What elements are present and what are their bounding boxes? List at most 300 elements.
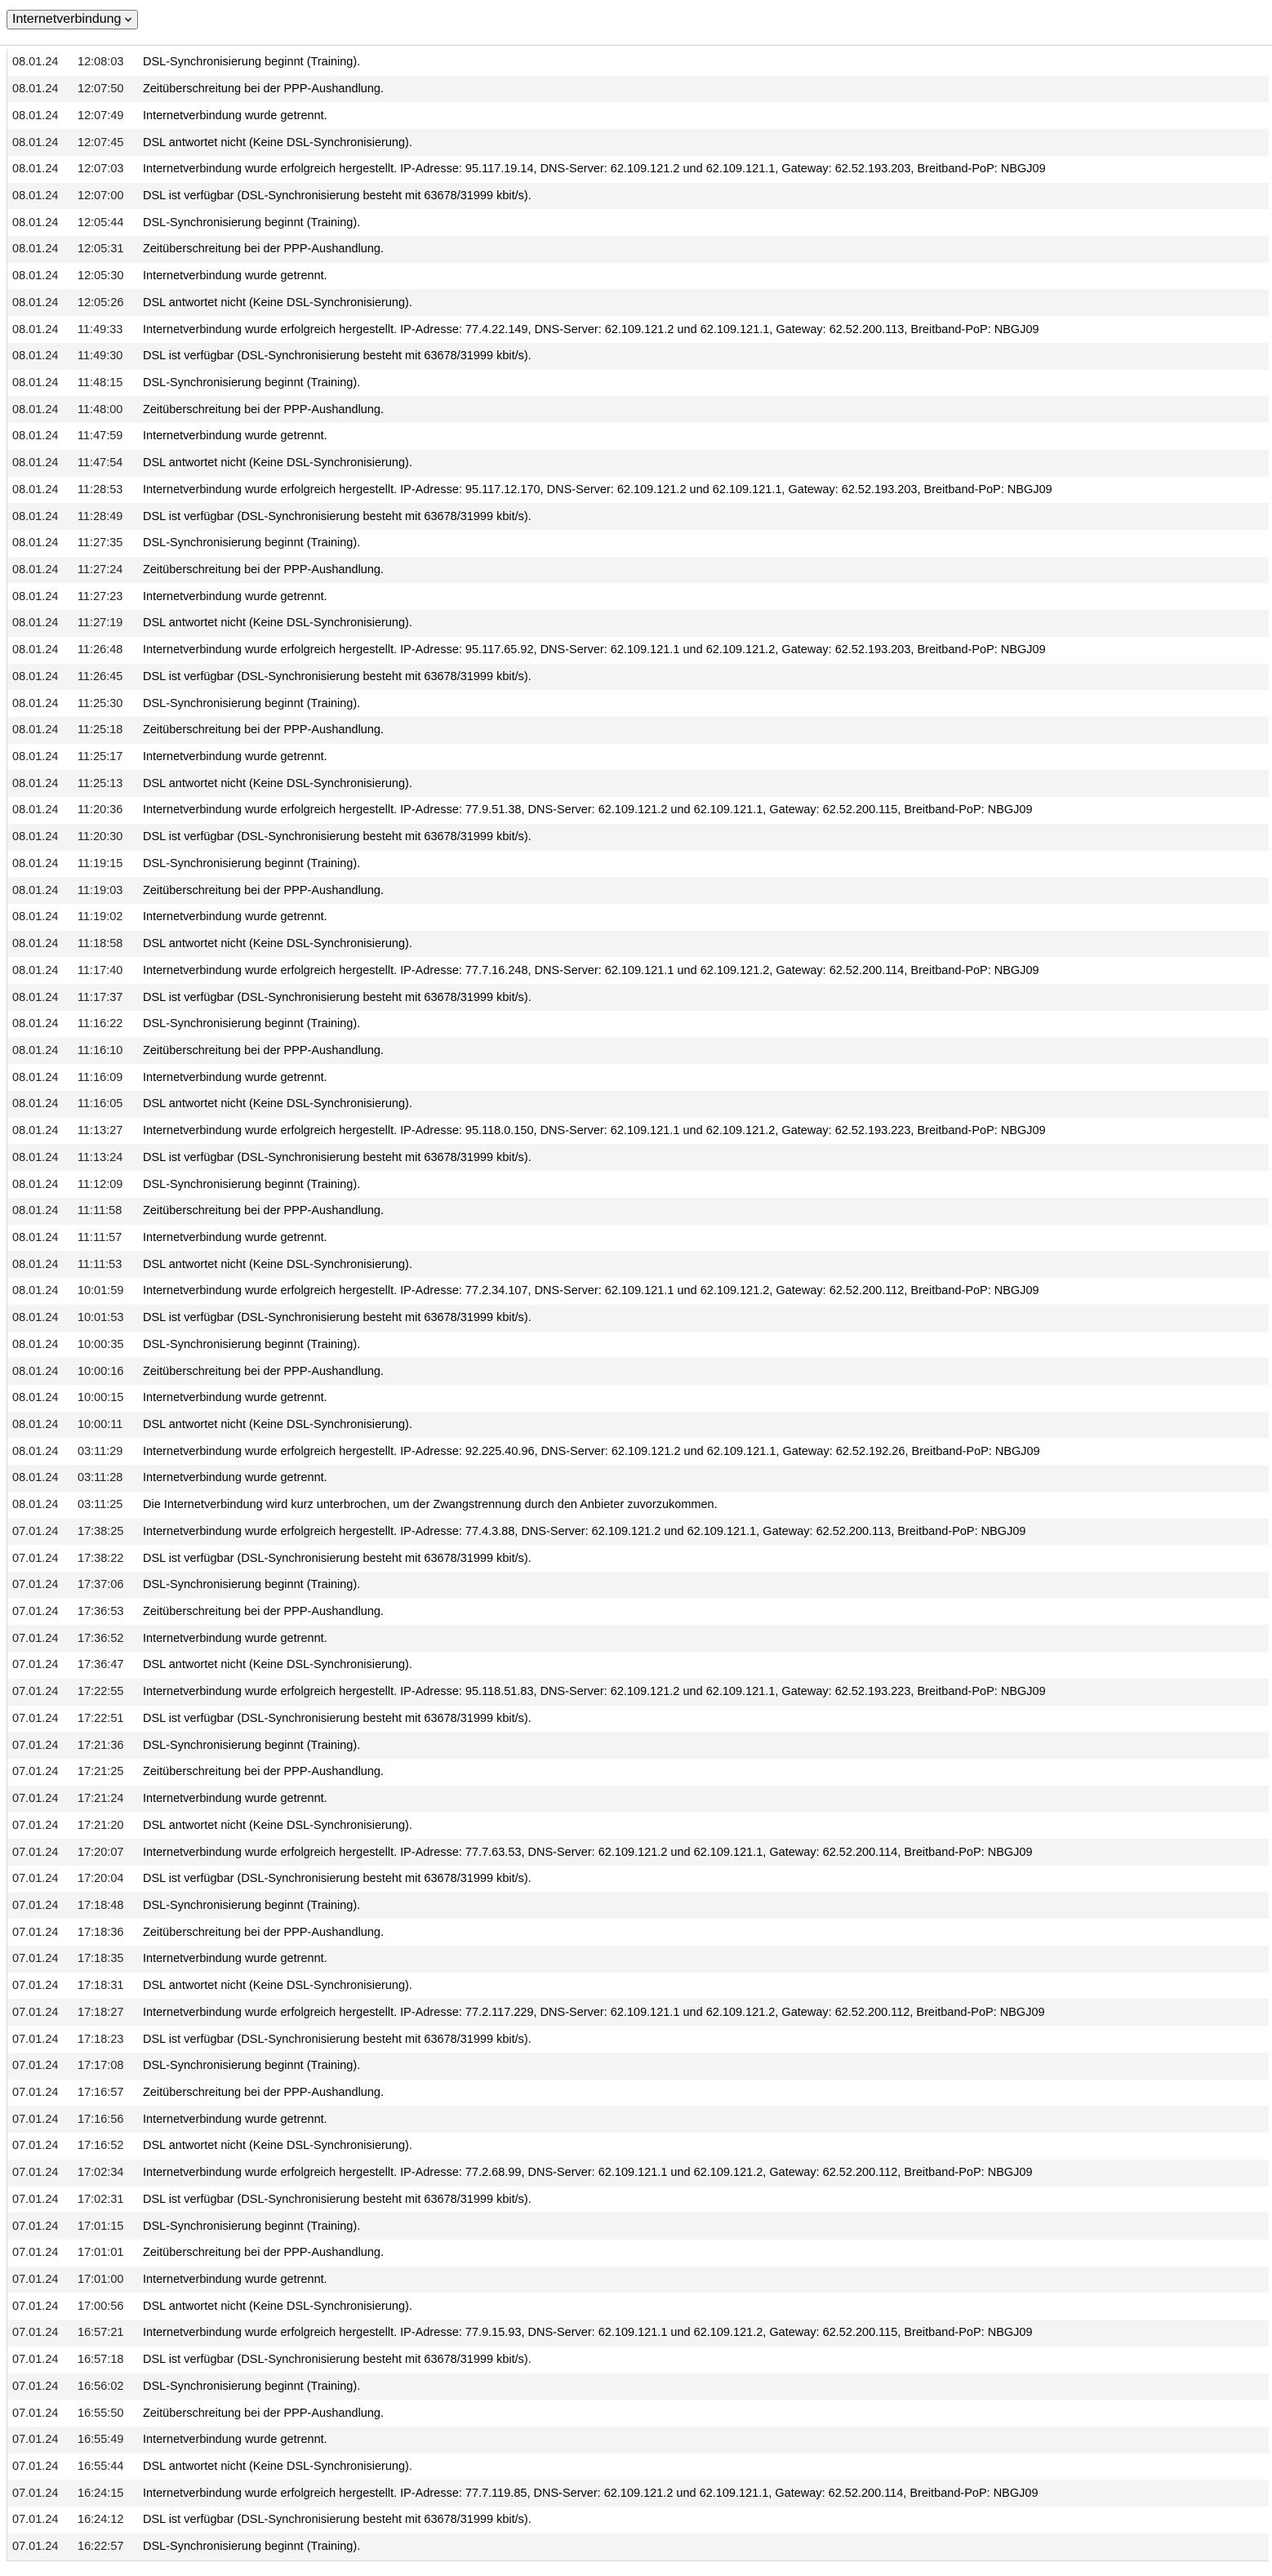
- log-message: Zeitüberschreitung bei der PPP-Aushandlung.: [143, 563, 385, 577]
- log-time: 11:17:40: [78, 963, 123, 977]
- log-time: 11:20:36: [78, 803, 123, 817]
- log-row: [7, 1812, 1269, 1839]
- log-row: [7, 1893, 1269, 1920]
- log-time: 11:11:57: [78, 1230, 122, 1244]
- log-message: DSL antwortet nicht (Keine DSL-Synchronisierung).: [143, 2139, 412, 2153]
- log-message: Zeitüberschreitung bei der PPP-Aushandlung.: [143, 883, 385, 897]
- log-row: [7, 1385, 1269, 1412]
- log-time: 11:28:49: [78, 509, 123, 523]
- log-message: DSL ist verfügbar (DSL-Synchronisierung besteht mit 63678/31999 kbit/s).: [143, 1872, 531, 1886]
- log-row: [7, 2160, 1269, 2187]
- log-row: [7, 396, 1269, 423]
- log-date: 07.01.24: [12, 1551, 59, 1565]
- log-date: 08.01.24: [12, 189, 59, 202]
- log-date: 08.01.24: [12, 670, 59, 683]
- log-date: 07.01.24: [12, 2433, 59, 2447]
- log-message: Internetverbindung wurde getrennt.: [143, 109, 327, 122]
- log-row: [7, 2374, 1269, 2400]
- log-date: 08.01.24: [12, 1097, 59, 1111]
- log-date: 07.01.24: [12, 1872, 59, 1886]
- log-date: 08.01.24: [12, 937, 59, 951]
- log-row: [7, 316, 1269, 343]
- log-time: 11:49:33: [78, 323, 123, 336]
- log-date: 08.01.24: [12, 1070, 59, 1084]
- log-message: DSL-Synchronisierung beginnt (Training).: [143, 536, 361, 550]
- log-date: 08.01.24: [12, 856, 59, 870]
- log-message: DSL ist verfügbar (DSL-Synchronisierung besteht mit 63678/31999 kbit/s).: [143, 670, 531, 683]
- log-date: 08.01.24: [12, 589, 59, 603]
- log-date: 07.01.24: [12, 1898, 59, 1912]
- log-time: 17:16:52: [78, 2139, 124, 2153]
- log-time: 11:25:18: [78, 723, 123, 737]
- log-date: 08.01.24: [12, 963, 59, 977]
- log-date: 07.01.24: [12, 2112, 59, 2126]
- log-date: 08.01.24: [12, 1311, 59, 1325]
- log-date: 08.01.24: [12, 162, 59, 176]
- log-time: 12:07:50: [78, 82, 124, 96]
- log-date: 08.01.24: [12, 376, 59, 389]
- log-date: 07.01.24: [12, 2085, 59, 2099]
- log-time: 11:19:03: [78, 883, 123, 897]
- log-message: Internetverbindung wurde getrennt.: [143, 1230, 327, 1244]
- log-date: 08.01.24: [12, 803, 59, 817]
- log-row: [7, 851, 1269, 878]
- log-message: Internetverbindung wurde erfolgreich hergestellt. IP-Adresse: 95.117.65.92, DNS-Server: 62.109.121.1 und 62.109.121.2, Gateway: 62.52.193.203, Breitband-PoP: NBGJ09: [143, 643, 1046, 657]
- log-row: [7, 1198, 1269, 1225]
- log-date: 07.01.24: [12, 1524, 59, 1538]
- log-message: Zeitüberschreitung bei der PPP-Aushandlung.: [143, 242, 385, 256]
- log-time: 17:17:08: [78, 2059, 124, 2073]
- log-message: Internetverbindung wurde erfolgreich hergestellt. IP-Adresse: 77.9.51.38, DNS-Server: 62.109.121.2 und 62.109.121.1, Gateway: 62.52.200.115, Breitband-PoP: NBGJ09: [143, 803, 1033, 817]
- log-date: 08.01.24: [12, 56, 59, 69]
- log-message: DSL ist verfügbar (DSL-Synchronisierung besteht mit 63678/31999 kbit/s).: [143, 1551, 531, 1565]
- log-date: 07.01.24: [12, 1792, 59, 1806]
- log-message: DSL-Synchronisierung beginnt (Training).: [143, 216, 361, 229]
- log-date: 07.01.24: [12, 2032, 59, 2046]
- log-date: 08.01.24: [12, 216, 59, 229]
- log-row: [7, 102, 1269, 129]
- log-date: 07.01.24: [12, 2246, 59, 2260]
- log-time: 12:05:30: [78, 269, 124, 283]
- log-row: [7, 1519, 1269, 1546]
- log-message: Internetverbindung wurde getrennt.: [143, 429, 327, 443]
- log-time: 17:36:47: [78, 1658, 124, 1672]
- log-time: 10:01:59: [78, 1284, 124, 1298]
- log-row: [7, 690, 1269, 717]
- log-time: 10:00:16: [78, 1364, 124, 1378]
- log-row: [7, 1545, 1269, 1572]
- log-date: 08.01.24: [12, 483, 59, 496]
- log-date: 08.01.24: [12, 1364, 59, 1378]
- log-message: DSL-Synchronisierung beginnt (Training).: [143, 1738, 361, 1752]
- log-time: 11:49:30: [78, 349, 123, 363]
- log-row: [7, 2240, 1269, 2267]
- log-time: 11:16:10: [78, 1043, 123, 1057]
- log-row: [7, 1759, 1269, 1786]
- log-row: [7, 1278, 1269, 1305]
- chevron-down-icon: [124, 16, 132, 24]
- toolbar: [0, 0, 1272, 46]
- log-row: [7, 2106, 1269, 2133]
- log-row: [7, 2026, 1269, 2053]
- log-time: 17:21:24: [78, 1792, 124, 1806]
- log-date: 08.01.24: [12, 296, 59, 309]
- log-date: 07.01.24: [12, 1818, 59, 1832]
- log-message: DSL antwortet nicht (Keine DSL-Synchronisierung).: [143, 1257, 412, 1271]
- log-time: 17:01:01: [78, 2246, 124, 2260]
- log-time: 17:18:27: [78, 2005, 124, 2019]
- log-row: [7, 1625, 1269, 1652]
- log-row: [7, 557, 1269, 584]
- log-row: [7, 1064, 1269, 1091]
- log-message: Zeitüberschreitung bei der PPP-Aushandlung.: [143, 1043, 385, 1057]
- log-message: Internetverbindung wurde getrennt.: [143, 1952, 327, 1966]
- log-date: 08.01.24: [12, 323, 59, 336]
- log-time: 12:07:49: [78, 109, 124, 122]
- log-message: DSL-Synchronisierung beginnt (Training).: [143, 2219, 361, 2233]
- log-message: Zeitüberschreitung bei der PPP-Aushandlung.: [143, 2246, 385, 2260]
- log-date: 08.01.24: [12, 696, 59, 710]
- log-row: [7, 1171, 1269, 1198]
- log-date: 08.01.24: [12, 1204, 59, 1218]
- log-row: [7, 931, 1269, 958]
- log-time: 16:22:57: [78, 2540, 124, 2554]
- log-message: Internetverbindung wurde getrennt.: [143, 1471, 327, 1485]
- log-date: 07.01.24: [12, 2406, 59, 2420]
- log-date: 08.01.24: [12, 830, 59, 844]
- log-time: 17:21:25: [78, 1765, 124, 1779]
- log-message: Internetverbindung wurde erfolgreich hergestellt. IP-Adresse: 77.4.22.149, DNS-Server: 62.109.121.2 und 62.109.121.1, Gateway: 62.52.200.113, Breitband-PoP: NBGJ09: [143, 323, 1039, 336]
- log-message: DSL ist verfügbar (DSL-Synchronisierung besteht mit 63678/31999 kbit/s).: [143, 349, 531, 363]
- log-row: [7, 1866, 1269, 1893]
- log-row: [7, 1599, 1269, 1626]
- log-message: DSL ist verfügbar (DSL-Synchronisierung besteht mit 63678/31999 kbit/s).: [143, 1711, 531, 1725]
- log-time: 11:48:15: [78, 376, 123, 389]
- log-row: [7, 1492, 1269, 1519]
- log-date: 07.01.24: [12, 1979, 59, 1993]
- log-message: DSL antwortet nicht (Keine DSL-Synchronisierung).: [143, 296, 412, 309]
- log-time: 11:12:09: [78, 1177, 123, 1191]
- log-message: Internetverbindung wurde getrennt.: [143, 2433, 327, 2447]
- log-time: 11:11:58: [78, 1204, 122, 1218]
- log-row: [7, 2267, 1269, 2293]
- log-message: DSL antwortet nicht (Keine DSL-Synchronisierung).: [143, 2460, 412, 2474]
- log-message: Internetverbindung wurde erfolgreich hergestellt. IP-Adresse: 77.4.3.88, DNS-Server: 62.109.121.2 und 62.109.121.1, Gateway: 62.52.200.113, Breitband-PoP: NBGJ09: [143, 1524, 1026, 1538]
- log-date: 07.01.24: [12, 2460, 59, 2474]
- log-time: 10:00:11: [78, 1418, 123, 1432]
- log-date: 08.01.24: [12, 643, 59, 657]
- log-row: [7, 1839, 1269, 1866]
- log-time: 17:02:34: [78, 2166, 124, 2180]
- log-row: [7, 637, 1269, 664]
- log-time: 16:55:50: [78, 2406, 124, 2420]
- log-row: [7, 183, 1269, 210]
- log-message: Internetverbindung wurde erfolgreich hergestellt. IP-Adresse: 77.2.34.107, DNS-Server: 62.109.121.1 und 62.109.121.2, Gateway: 62.52.200.112, Breitband-PoP: NBGJ09: [143, 1284, 1039, 1298]
- log-time: 17:00:56: [78, 2299, 124, 2313]
- log-row: [7, 1412, 1269, 1439]
- log-message: DSL-Synchronisierung beginnt (Training).: [143, 56, 361, 69]
- log-date: 07.01.24: [12, 2379, 59, 2393]
- log-row: [7, 2480, 1269, 2507]
- log-message: DSL antwortet nicht (Keine DSL-Synchronisierung).: [143, 937, 412, 951]
- log-time: 17:20:07: [78, 1845, 124, 1859]
- log-time: 11:11:53: [78, 1257, 122, 1271]
- log-message: DSL ist verfügbar (DSL-Synchronisierung besteht mit 63678/31999 kbit/s).: [143, 2513, 531, 2527]
- log-row: [7, 957, 1269, 984]
- log-time: 17:18:31: [78, 1979, 124, 1993]
- log-time: 17:21:20: [78, 1818, 124, 1832]
- log-date: 08.01.24: [12, 429, 59, 443]
- log-date: 07.01.24: [12, 2273, 59, 2287]
- log-date: 08.01.24: [12, 1043, 59, 1057]
- log-date: 08.01.24: [12, 776, 59, 790]
- log-row: [7, 530, 1269, 557]
- log-row: [7, 984, 1269, 1011]
- log-message: Internetverbindung wurde getrennt.: [143, 910, 327, 924]
- log-message: Internetverbindung wurde erfolgreich hergestellt. IP-Adresse: 95.117.19.14, DNS-Server: 62.109.121.2 und 62.109.121.1, Gateway: 62.52.193.203, Breitband-PoP: NBGJ09: [143, 162, 1046, 176]
- log-time: 03:11:29: [78, 1444, 123, 1458]
- log-row: [7, 289, 1269, 316]
- log-filter-select[interactable]: [7, 10, 138, 29]
- log-row: [7, 129, 1269, 156]
- log-time: 16:55:44: [78, 2460, 124, 2474]
- log-message: DSL antwortet nicht (Keine DSL-Synchronisierung).: [143, 776, 412, 790]
- log-message: DSL antwortet nicht (Keine DSL-Synchronisierung).: [143, 2299, 412, 2313]
- log-date: 08.01.24: [12, 82, 59, 96]
- log-date: 08.01.24: [12, 109, 59, 122]
- log-date: 08.01.24: [12, 269, 59, 283]
- log-date: 07.01.24: [12, 1738, 59, 1752]
- log-time: 17:38:25: [78, 1524, 124, 1538]
- log-time: 10:01:53: [78, 1311, 124, 1325]
- log-row: [7, 1038, 1269, 1065]
- log-time: 12:08:03: [78, 56, 124, 69]
- log-message: DSL-Synchronisierung beginnt (Training).: [143, 2379, 361, 2393]
- log-date: 07.01.24: [12, 1925, 59, 1939]
- log-message: Internetverbindung wurde getrennt.: [143, 2112, 327, 2126]
- log-message: DSL ist verfügbar (DSL-Synchronisierung besteht mit 63678/31999 kbit/s).: [143, 2353, 531, 2367]
- log-message: DSL ist verfügbar (DSL-Synchronisierung besteht mit 63678/31999 kbit/s).: [143, 2192, 531, 2206]
- log-time: 11:26:48: [78, 643, 123, 657]
- log-message: DSL antwortet nicht (Keine DSL-Synchronisierung).: [143, 1097, 412, 1111]
- log-row: [7, 2213, 1269, 2240]
- log-row: [7, 343, 1269, 370]
- log-message: Internetverbindung wurde erfolgreich hergestellt. IP-Adresse: 77.7.119.85, DNS-Server: 62.109.121.2 und 62.109.121.1, Gateway: 62.52.200.114, Breitband-PoP: NBGJ09: [143, 2486, 1039, 2500]
- log-date: 07.01.24: [12, 1952, 59, 1966]
- log-date: 07.01.24: [12, 1845, 59, 1859]
- log-row: [7, 209, 1269, 236]
- log-row: [7, 370, 1269, 397]
- log-time: 11:26:45: [78, 670, 123, 683]
- log-date: 08.01.24: [12, 1498, 59, 1512]
- log-message: Zeitüberschreitung bei der PPP-Aushandlung.: [143, 1925, 385, 1939]
- log-row: [7, 1225, 1269, 1252]
- log-message: Zeitüberschreitung bei der PPP-Aushandlung.: [143, 82, 385, 96]
- log-message: Internetverbindung wurde erfolgreich hergestellt. IP-Adresse: 77.7.16.248, DNS-Server: 62.109.121.1 und 62.109.121.2, Gateway: 62.52.200.114, Breitband-PoP: NBGJ09: [143, 963, 1039, 977]
- log-date: 08.01.24: [12, 750, 59, 764]
- log-time: 17:16:56: [78, 2112, 124, 2126]
- log-time: 12:07:03: [78, 162, 124, 176]
- log-message: DSL-Synchronisierung beginnt (Training).: [143, 376, 361, 389]
- log-date: 08.01.24: [12, 1017, 59, 1031]
- log-row: [7, 1091, 1269, 1118]
- log-row: [7, 1305, 1269, 1332]
- log-row: [7, 2053, 1269, 2080]
- log-row: [7, 1438, 1269, 1465]
- log-message: Internetverbindung wurde getrennt.: [143, 589, 327, 603]
- log-message: Internetverbindung wurde getrennt.: [143, 1070, 327, 1084]
- log-message: DSL antwortet nicht (Keine DSL-Synchronisierung).: [143, 136, 412, 149]
- log-time: 11:19:02: [78, 910, 123, 924]
- log-date: 07.01.24: [12, 2353, 59, 2367]
- log-date: 07.01.24: [12, 1685, 59, 1699]
- log-date: 08.01.24: [12, 1337, 59, 1351]
- log-date: 07.01.24: [12, 2166, 59, 2180]
- log-message: Internetverbindung wurde erfolgreich hergestellt. IP-Adresse: 77.2.68.99, DNS-Server: 62.109.121.1 und 62.109.121.2, Gateway: 62.52.200.112, Breitband-PoP: NBGJ09: [143, 2166, 1033, 2180]
- log-row: [7, 156, 1269, 183]
- log-date: 08.01.24: [12, 1177, 59, 1191]
- log-date: 07.01.24: [12, 2192, 59, 2206]
- log-message: DSL-Synchronisierung beginnt (Training).: [143, 1177, 361, 1191]
- log-message: DSL ist verfügbar (DSL-Synchronisierung besteht mit 63678/31999 kbit/s).: [143, 509, 531, 523]
- log-message: DSL antwortet nicht (Keine DSL-Synchronisierung).: [143, 456, 412, 470]
- log-time: 11:48:00: [78, 403, 123, 416]
- log-message: Zeitüberschreitung bei der PPP-Aushandlung.: [143, 2085, 385, 2099]
- log-row: [7, 1652, 1269, 1679]
- log-date: 07.01.24: [12, 2005, 59, 2019]
- log-date: 08.01.24: [12, 456, 59, 470]
- log-message: Zeitüberschreitung bei der PPP-Aushandlung.: [143, 2406, 385, 2420]
- log-time: 12:07:00: [78, 189, 124, 202]
- log-row: [7, 263, 1269, 290]
- log-time: 11:47:54: [78, 456, 123, 470]
- log-time: 12:05:44: [78, 216, 124, 229]
- log-message: Internetverbindung wurde getrennt.: [143, 1792, 327, 1806]
- log-row: [7, 744, 1269, 771]
- log-message: DSL ist verfügbar (DSL-Synchronisierung besteht mit 63678/31999 kbit/s).: [143, 990, 531, 1004]
- log-time: 17:36:52: [78, 1631, 124, 1645]
- log-message: Internetverbindung wurde erfolgreich hergestellt. IP-Adresse: 77.7.63.53, DNS-Server: 62.109.121.2 und 62.109.121.1, Gateway: 62.52.200.114, Breitband-PoP: NBGJ09: [143, 1845, 1033, 1859]
- log-message: DSL ist verfügbar (DSL-Synchronisierung besteht mit 63678/31999 kbit/s).: [143, 1150, 531, 1164]
- log-date: 08.01.24: [12, 1284, 59, 1298]
- log-row: [7, 2427, 1269, 2454]
- log-date: 07.01.24: [12, 1631, 59, 1645]
- log-row: [7, 717, 1269, 744]
- log-row: [7, 904, 1269, 931]
- log-row: [7, 664, 1269, 691]
- log-date: 08.01.24: [12, 509, 59, 523]
- log-message: DSL-Synchronisierung beginnt (Training).: [143, 2540, 361, 2554]
- log-message: Internetverbindung wurde getrennt.: [143, 750, 327, 764]
- log-message: DSL antwortet nicht (Keine DSL-Synchronisierung).: [143, 1979, 412, 1993]
- log-row: [7, 49, 1269, 76]
- log-time: 12:07:45: [78, 136, 124, 149]
- log-time: 11:16:22: [78, 1017, 123, 1031]
- log-filter-selected-value: Internetverbindung: [12, 12, 122, 26]
- log-message: DSL-Synchronisierung beginnt (Training).: [143, 856, 361, 870]
- log-time: 11:27:24: [78, 563, 123, 577]
- log-date: 07.01.24: [12, 2299, 59, 2313]
- log-message: DSL antwortet nicht (Keine DSL-Synchronisierung).: [143, 1418, 412, 1432]
- log-row: [7, 770, 1269, 797]
- log-date: 08.01.24: [12, 1150, 59, 1164]
- log-time: 11:25:13: [78, 776, 123, 790]
- log-message: Internetverbindung wurde getrennt.: [143, 1631, 327, 1645]
- log-date: 08.01.24: [12, 1471, 59, 1485]
- log-date: 08.01.24: [12, 1391, 59, 1405]
- log-time: 17:22:55: [78, 1685, 124, 1699]
- log-message: Zeitüberschreitung bei der PPP-Aushandlung.: [143, 1204, 385, 1218]
- log-time: 17:37:06: [78, 1578, 124, 1592]
- log-time: 17:38:22: [78, 1551, 124, 1565]
- log-time: 11:13:27: [78, 1124, 123, 1138]
- log-row: [7, 503, 1269, 530]
- log-time: 10:00:35: [78, 1337, 124, 1351]
- log-message: DSL ist verfügbar (DSL-Synchronisierung besteht mit 63678/31999 kbit/s).: [143, 2032, 531, 2046]
- log-date: 07.01.24: [12, 1658, 59, 1672]
- log-time: 17:18:35: [78, 1952, 124, 1966]
- log-time: 16:24:12: [78, 2513, 124, 2527]
- log-time: 11:19:15: [78, 856, 123, 870]
- log-time: 17:20:04: [78, 1872, 124, 1886]
- log-date: 07.01.24: [12, 1711, 59, 1725]
- log-time: 11:16:09: [78, 1070, 123, 1084]
- log-row: [7, 1786, 1269, 1813]
- log-row: [7, 1358, 1269, 1385]
- log-row: [7, 1465, 1269, 1492]
- log-time: 17:16:57: [78, 2085, 124, 2099]
- log-date: 07.01.24: [12, 1605, 59, 1619]
- log-time: 11:25:30: [78, 696, 123, 710]
- log-message: Internetverbindung wurde getrennt.: [143, 269, 327, 283]
- log-row: [7, 236, 1269, 263]
- log-row: [7, 1332, 1269, 1359]
- log-message: Internetverbindung wurde erfolgreich hergestellt. IP-Adresse: 77.9.15.93, DNS-Server: 62.109.121.1 und 62.109.121.2, Gateway: 62.52.200.115, Breitband-PoP: NBGJ09: [143, 2326, 1033, 2340]
- log-message: Zeitüberschreitung bei der PPP-Aushandlung.: [143, 723, 385, 737]
- log-date: 08.01.24: [12, 910, 59, 924]
- log-row: [7, 2133, 1269, 2160]
- log-date: 07.01.24: [12, 2513, 59, 2527]
- log-date: 07.01.24: [12, 1765, 59, 1779]
- log-row: [7, 1706, 1269, 1733]
- log-row: [7, 2293, 1269, 2320]
- log-row: [7, 1679, 1269, 1706]
- log-row: [7, 1973, 1269, 2000]
- log-date: 07.01.24: [12, 2486, 59, 2500]
- log-time: 17:18:23: [78, 2032, 124, 2046]
- log-time: 11:27:19: [78, 616, 123, 630]
- log-row: [7, 1011, 1269, 1038]
- log-row: [7, 2080, 1269, 2107]
- log-message: Zeitüberschreitung bei der PPP-Aushandlung.: [143, 1765, 385, 1779]
- event-log-list[interactable]: [7, 49, 1269, 2561]
- log-row: [7, 423, 1269, 450]
- log-message: DSL ist verfügbar (DSL-Synchronisierung besteht mit 63678/31999 kbit/s).: [143, 189, 531, 202]
- log-message: Internetverbindung wurde getrennt.: [143, 1391, 327, 1405]
- log-date: 08.01.24: [12, 723, 59, 737]
- log-row: [7, 450, 1269, 477]
- log-row: [7, 1572, 1269, 1599]
- log-date: 08.01.24: [12, 563, 59, 577]
- log-row: [7, 1919, 1269, 1946]
- log-date: 08.01.24: [12, 883, 59, 897]
- log-message: DSL-Synchronisierung beginnt (Training).: [143, 1337, 361, 1351]
- log-row: [7, 477, 1269, 504]
- log-date: 08.01.24: [12, 536, 59, 550]
- log-date: 07.01.24: [12, 2219, 59, 2233]
- log-message: DSL-Synchronisierung beginnt (Training).: [143, 2059, 361, 2073]
- log-row: [7, 1118, 1269, 1145]
